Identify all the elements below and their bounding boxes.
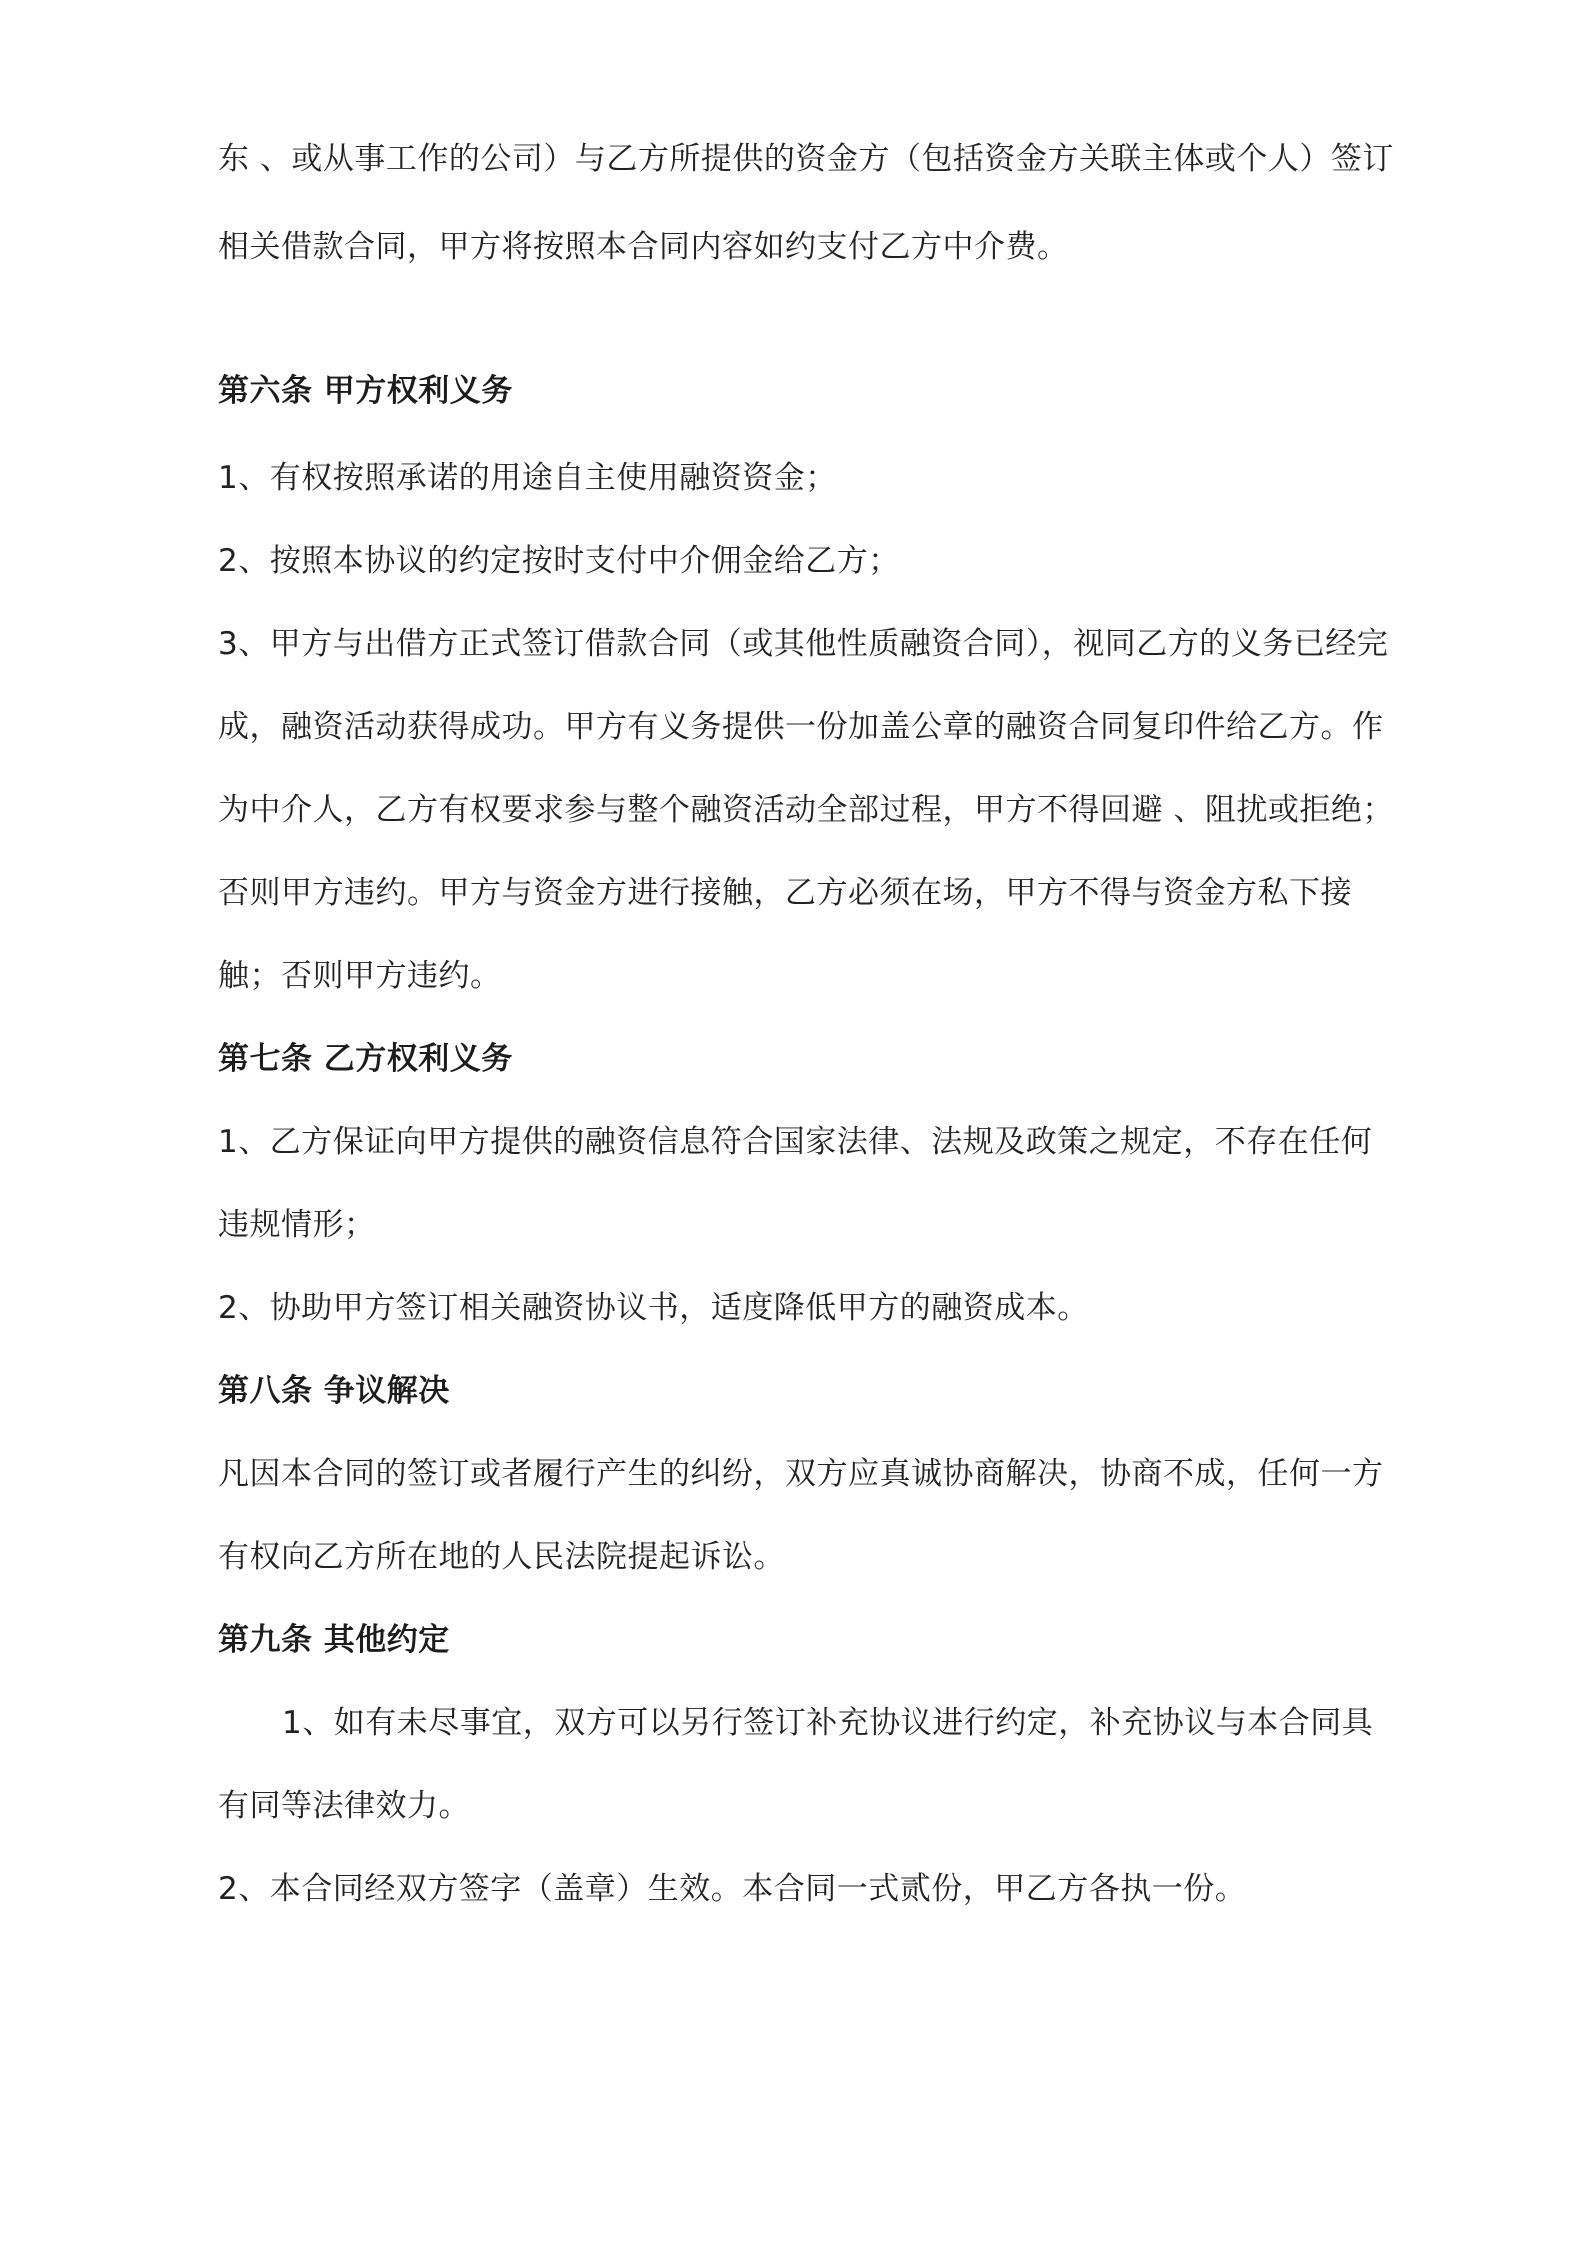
article-7-item-2: 2、协助甲方签订相关融资协议书，适度降低甲方的融资成本。 (218, 1290, 1089, 1326)
article-9-item-1: 有同等法律效力。 (218, 1788, 470, 1824)
paragraph-line: 东 、或从事工作的公司）与乙方所提供的资金方（包括资金方关联主体或个人）签订 (218, 141, 1394, 177)
article-8-body: 有权向乙方所在地的人民法院提起诉讼。 (218, 1539, 785, 1575)
article-7-heading: 第七条 乙方权利义务 (218, 1041, 513, 1077)
article-9-item-2: 2、本合同经双方签字（盖章）生效。本合同一式贰份，甲乙方各执一份。 (218, 1871, 1247, 1907)
article-9-item-1: 1、如有未尽事宜，双方可以另行签订补充协议进行约定，补充协议与本合同具 (282, 1705, 1374, 1741)
article-7-item-1: 1、乙方保证向甲方提供的融资信息符合国家法律、法规及政策之规定，不存在任何 (218, 1124, 1373, 1160)
article-6-heading: 第六条 甲方权利义务 (218, 373, 513, 409)
article-8-body: 凡因本合同的签订或者履行产生的纠纷，双方应真诚协商解决，协商不成，任何一方 (218, 1456, 1384, 1492)
article-6-item-3: 3、甲方与出借方正式签订借款合同（或其他性质融资合同），视同乙方的义务已经完 (218, 626, 1389, 662)
article-6-item-3: 触；否则甲方违约。 (218, 958, 502, 994)
article-6-item-3: 成，融资活动获得成功。甲方有义务提供一份加盖公章的融资合同复印件给乙方。作 (218, 709, 1384, 745)
article-8-heading: 第八条 争议解决 (218, 1373, 450, 1409)
article-6-item-3: 为中介人，乙方有权要求参与整个融资活动全部过程，甲方不得回避 、阻扰或拒绝； (218, 792, 1394, 828)
article-7-item-1: 违规情形； (218, 1207, 376, 1243)
paragraph-line: 相关借款合同，甲方将按照本合同内容如约支付乙方中介费。 (218, 229, 1069, 265)
article-9-heading: 第九条 其他约定 (218, 1622, 450, 1658)
article-6-item-3: 否则甲方违约。甲方与资金方进行接触，乙方必须在场，甲方不得与资金方私下接 (218, 875, 1352, 911)
article-6-item-2: 2、按照本协议的约定按时支付中介佣金给乙方； (218, 543, 900, 579)
article-6-item-1: 1、有权按照承诺的用途自主使用融资资金； (218, 460, 837, 496)
